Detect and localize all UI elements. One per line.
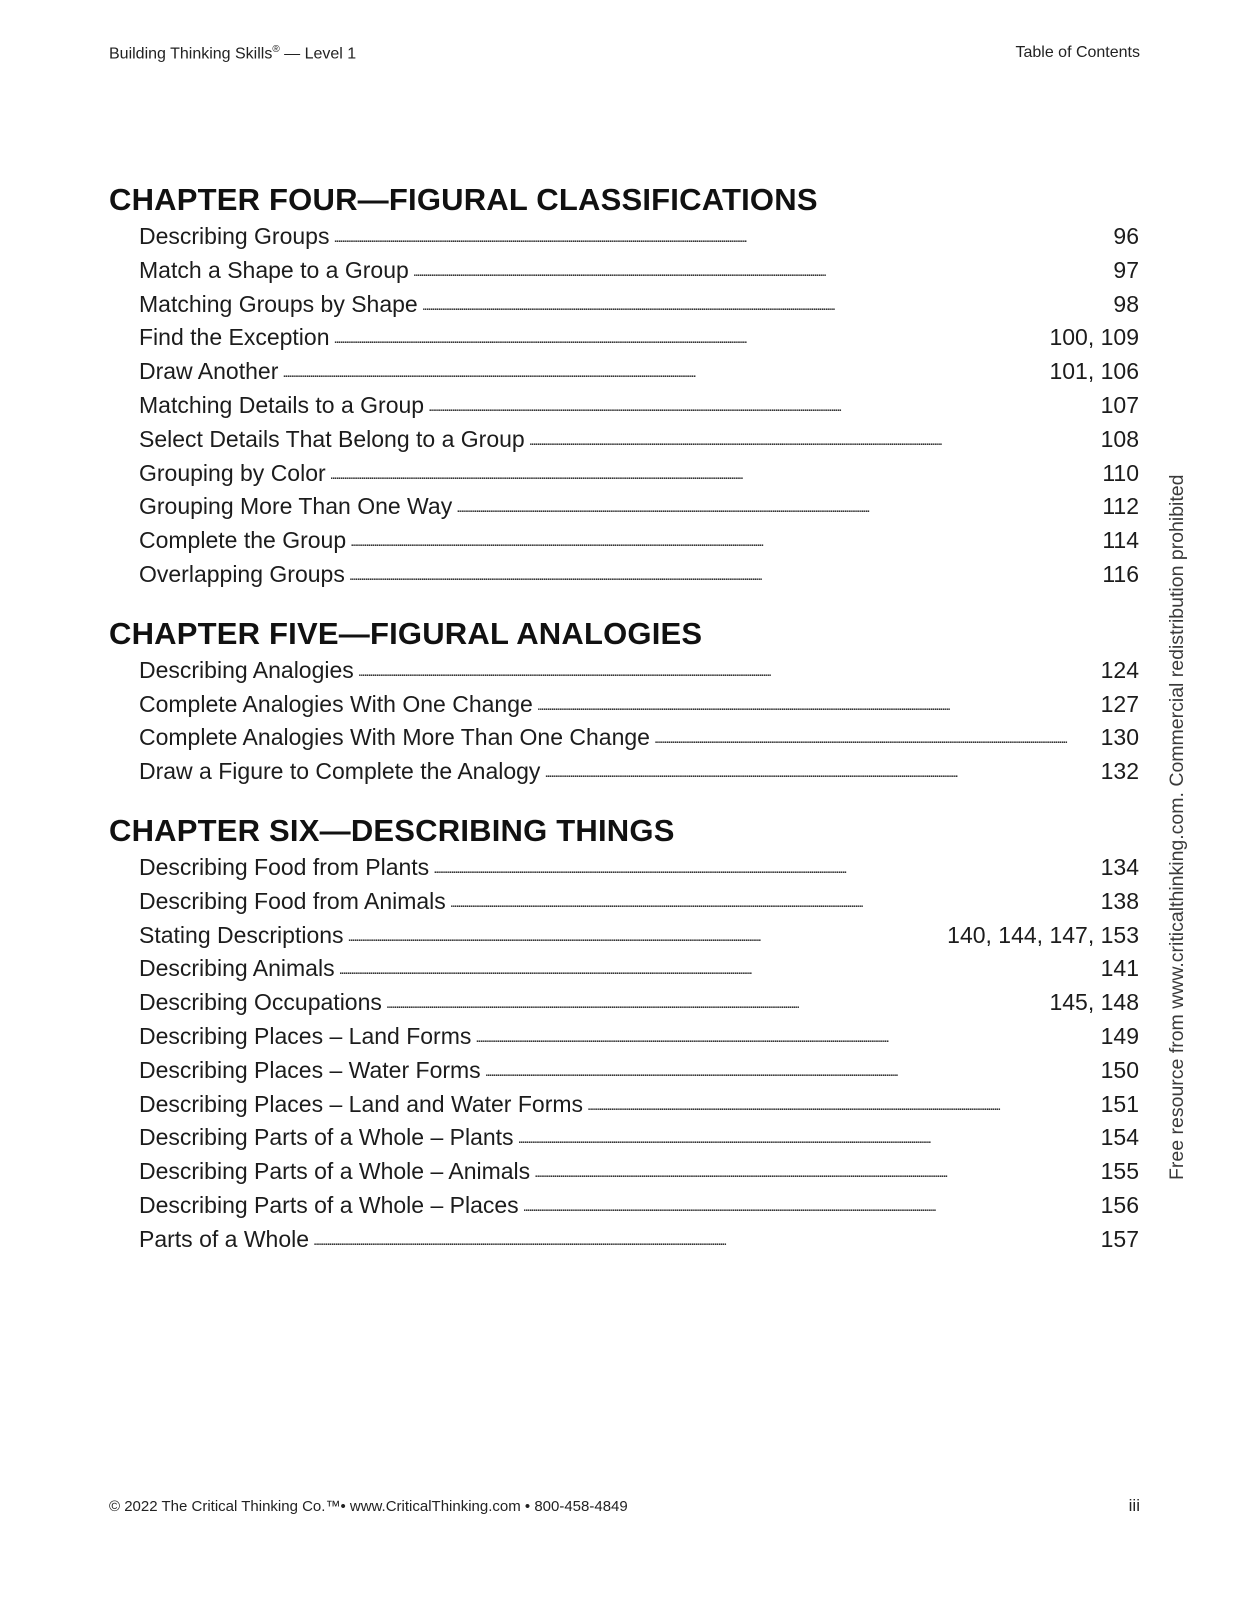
toc-entry-title: Describing Places – Land and Water Forms bbox=[139, 1090, 584, 1117]
dot-leader bbox=[330, 458, 1101, 492]
toc-entry bbox=[109, 423, 1139, 457]
toc-entry-page: 149 bbox=[1100, 1022, 1139, 1049]
chapter-heading: CHAPTER FIVE—FIGURAL ANALOGIES bbox=[109, 615, 703, 651]
toc-entry-title: Match a Shape to a Group bbox=[139, 256, 409, 283]
toc-entry-page: 145, 148 bbox=[1049, 989, 1139, 1016]
toc-entry-page: 151 bbox=[1100, 1090, 1139, 1117]
toc-entry-page: 112 bbox=[1102, 493, 1139, 520]
toc-entry-page: 130 bbox=[1100, 724, 1139, 751]
toc-entry-title: Describing Food from Animals bbox=[139, 887, 446, 914]
toc-entry bbox=[109, 1155, 1139, 1189]
dot-leader bbox=[282, 356, 1047, 390]
toc-entry-title: Stating Descriptions bbox=[139, 921, 344, 948]
toc-entry-title: Matching Details to a Group bbox=[139, 391, 425, 418]
redistribution-notice: Free resource from www.criticalthinking.com. Commercial redistribution prohibited bbox=[1166, 474, 1188, 1180]
toc-entry-page: 155 bbox=[1100, 1158, 1139, 1185]
toc-entry-title: Describing Groups bbox=[139, 223, 330, 249]
toc-entry bbox=[109, 1121, 1139, 1155]
toc-entry bbox=[109, 321, 1139, 355]
book-title: Building Thinking Skills bbox=[109, 45, 273, 63]
dot-leader bbox=[529, 424, 1099, 458]
chapter-section bbox=[109, 180, 1139, 592]
chapter-section bbox=[109, 614, 1139, 789]
toc-entry-page: 108 bbox=[1100, 425, 1139, 452]
dot-leader bbox=[475, 1021, 1098, 1055]
toc-entry bbox=[109, 524, 1139, 558]
dot-leader bbox=[654, 722, 1099, 756]
toc-entry-title: Describing Food from Plants bbox=[139, 853, 430, 880]
toc-entry-title: Describing Parts of a Whole – Animals bbox=[139, 1158, 531, 1185]
toc-entry bbox=[109, 1223, 1139, 1257]
toc-entry bbox=[109, 952, 1139, 986]
toc-entry-title: Describing Parts of a Whole – Plants bbox=[139, 1124, 514, 1151]
dot-leader bbox=[333, 221, 1111, 255]
toc-entry bbox=[109, 220, 1139, 254]
toc-entry bbox=[109, 254, 1139, 288]
toc-entry bbox=[109, 1189, 1139, 1223]
toc-entry bbox=[109, 1088, 1139, 1122]
toc-entry-page: 114 bbox=[1102, 527, 1139, 554]
dot-leader bbox=[422, 289, 1112, 323]
toc-entry-title: Overlapping Groups bbox=[139, 560, 345, 587]
dot-leader bbox=[534, 1156, 1098, 1190]
toc-entry-title: Grouping by Color bbox=[139, 459, 326, 486]
toc-entry bbox=[109, 288, 1139, 322]
toc-entry bbox=[109, 986, 1139, 1020]
toc-entry-title: Find the Exception bbox=[139, 324, 330, 351]
dot-leader bbox=[339, 953, 1099, 987]
toc-entry-page: 138 bbox=[1100, 887, 1139, 914]
toc-entry bbox=[109, 1020, 1139, 1054]
toc-entry bbox=[109, 919, 1139, 953]
dot-leader bbox=[433, 852, 1098, 886]
dot-leader bbox=[485, 1055, 1099, 1089]
dot-leader bbox=[348, 920, 946, 954]
running-header-section: Table of Contents bbox=[1015, 44, 1140, 61]
toc-entry-page: 127 bbox=[1100, 690, 1139, 717]
toc-entry-page: 101, 106 bbox=[1049, 358, 1139, 385]
toc-entry-title: Matching Groups by Shape bbox=[139, 290, 418, 317]
toc-entry bbox=[109, 721, 1139, 755]
toc-entry-title: Describing Places – Land Forms bbox=[139, 1022, 472, 1049]
toc-entry bbox=[109, 654, 1139, 688]
toc-entry-page: 96 bbox=[1113, 223, 1139, 249]
toc-entry-title: Parts of a Whole bbox=[139, 1225, 310, 1252]
dot-leader bbox=[358, 655, 1099, 689]
toc-entry-page: 98 bbox=[1113, 290, 1139, 317]
toc-entry-title: Describing Parts of a Whole – Places bbox=[139, 1191, 519, 1218]
toc-entry-page: 140, 144, 147, 153 bbox=[947, 921, 1139, 948]
toc-entry bbox=[109, 558, 1139, 592]
toc-entry bbox=[109, 688, 1139, 722]
toc-entry-title: Draw a Figure to Complete the Analogy bbox=[139, 758, 541, 785]
toc-entry-page: 110 bbox=[1102, 459, 1139, 486]
dot-leader bbox=[334, 322, 1048, 356]
toc-entry bbox=[109, 755, 1139, 789]
toc-entry-title: Complete the Group bbox=[139, 527, 347, 554]
dot-leader bbox=[587, 1089, 1099, 1123]
toc-entry bbox=[109, 389, 1139, 423]
table-of-contents bbox=[109, 180, 1139, 1279]
dot-leader bbox=[313, 1224, 1099, 1258]
toc-entry-title: Grouping More Than One Way bbox=[139, 493, 453, 520]
chapter-heading: CHAPTER FOUR—FIGURAL CLASSIFICATIONS bbox=[109, 182, 818, 217]
toc-entry-page: 97 bbox=[1113, 256, 1139, 283]
toc-entry-title: Complete Analogies With More Than One Change bbox=[139, 724, 650, 751]
toc-entry-page: 124 bbox=[1100, 656, 1139, 683]
book-level: — Level 1 bbox=[279, 45, 357, 63]
toc-entry-title: Describing Animals bbox=[139, 955, 335, 982]
chapter-heading: CHAPTER SIX—DESCRIBING THINGS bbox=[109, 812, 675, 848]
dot-leader bbox=[386, 987, 1048, 1021]
dot-leader bbox=[450, 886, 1099, 920]
toc-entry-page: 100, 109 bbox=[1049, 324, 1139, 351]
chapter-section bbox=[109, 811, 1139, 1257]
toc-entry-page: 116 bbox=[1102, 560, 1139, 587]
toc-entry bbox=[109, 885, 1139, 919]
dot-leader bbox=[456, 491, 1100, 525]
toc-entry bbox=[109, 457, 1139, 491]
dot-leader bbox=[428, 390, 1099, 424]
toc-entry-page: 156 bbox=[1100, 1191, 1139, 1218]
registered-mark: ® bbox=[272, 44, 280, 55]
toc-entry-page: 154 bbox=[1100, 1124, 1139, 1151]
dot-leader bbox=[544, 756, 1098, 790]
toc-entry bbox=[109, 490, 1139, 524]
toc-entry-page: 150 bbox=[1100, 1056, 1139, 1083]
toc-entry-title: Complete Analogies With One Change bbox=[139, 690, 533, 717]
running-header-title bbox=[109, 44, 356, 63]
dot-leader bbox=[537, 689, 1099, 723]
toc-entry-page: 157 bbox=[1100, 1225, 1139, 1252]
toc-entry-title: Select Details That Belong to a Group bbox=[139, 425, 525, 452]
toc-entry-page: 107 bbox=[1100, 391, 1139, 418]
toc-entry bbox=[109, 851, 1139, 885]
footer-page-number: iii bbox=[1128, 1496, 1140, 1515]
dot-leader bbox=[349, 559, 1100, 593]
toc-entry bbox=[109, 1054, 1139, 1088]
toc-entry-page: 134 bbox=[1100, 853, 1139, 880]
toc-entry-title: Draw Another bbox=[139, 358, 279, 385]
toc-entry bbox=[109, 355, 1139, 389]
toc-entry-page: 132 bbox=[1100, 758, 1139, 785]
toc-entry-title: Describing Places – Water Forms bbox=[139, 1056, 481, 1083]
footer-copyright: © 2022 The Critical Thinking Co.™• www.CriticalThinking.com • 800-458-4849 bbox=[109, 1498, 628, 1515]
dot-leader bbox=[523, 1190, 1099, 1224]
toc-entry-title: Describing Occupations bbox=[139, 989, 382, 1016]
dot-leader bbox=[413, 255, 1112, 289]
dot-leader bbox=[518, 1122, 1099, 1156]
toc-entry-page: 141 bbox=[1100, 955, 1139, 982]
dot-leader bbox=[350, 525, 1100, 559]
toc-entry-title: Describing Analogies bbox=[139, 656, 354, 683]
